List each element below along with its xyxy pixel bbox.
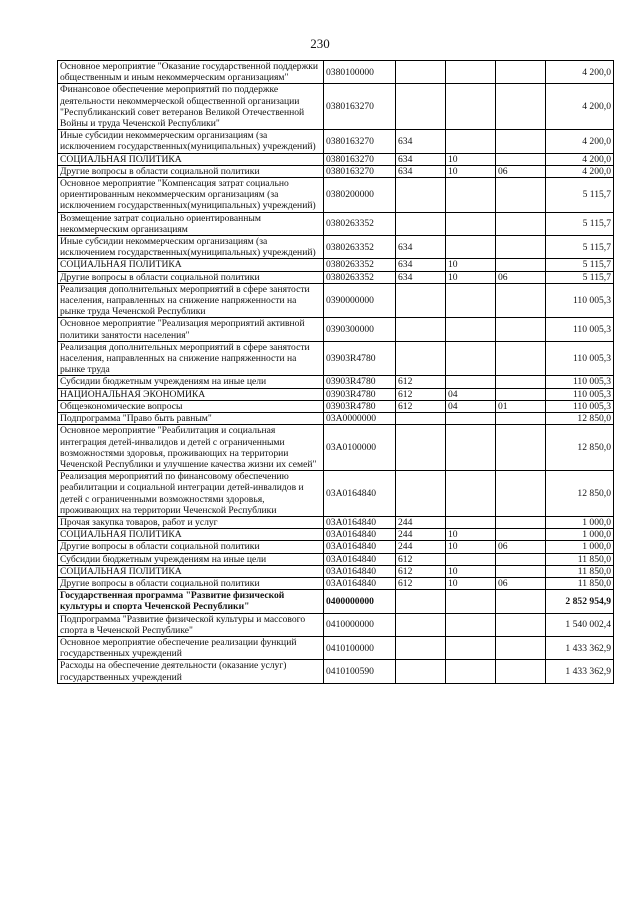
row-code-cell: 0380263352 xyxy=(324,259,396,271)
row-subsection-cell: 06 xyxy=(496,541,546,553)
row-name-cell: Государственная программа "Развитие физической культуры и спорта Чеченской Республики" xyxy=(58,590,324,613)
row-subsection-cell xyxy=(496,178,546,213)
row-code-cell: 03А0164840 xyxy=(324,541,396,553)
row-name-cell: Прочая закупка товаров, работ и услуг xyxy=(58,516,324,528)
row-sum-cell: 110 005,3 xyxy=(546,376,614,388)
row-code-cell: 03А0100000 xyxy=(324,425,396,471)
row-code-cell: 03А0000000 xyxy=(324,413,396,425)
row-expense-type-cell: 634 xyxy=(396,153,446,165)
row-sum-cell: 12 850,0 xyxy=(546,413,614,425)
row-name-cell: Субсидии бюджетным учреждениям на иные цели xyxy=(58,553,324,565)
row-subsection-cell xyxy=(496,388,546,400)
row-expense-type-cell xyxy=(396,212,446,235)
row-name-cell: Реализация мероприятий по финансовому обеспечению реабилитации и социальной интеграции детей-инвалидов и детей с ограниченными возможностями здоровья, проживающих на территории Чеченской Республики xyxy=(58,471,324,517)
row-expense-type-cell xyxy=(396,471,446,517)
table-row xyxy=(58,565,614,577)
row-section-cell: 10 xyxy=(446,153,496,165)
row-subsection-cell xyxy=(496,660,546,683)
row-subsection-cell xyxy=(496,636,546,659)
row-code-cell: 03А0164840 xyxy=(324,529,396,541)
row-name-cell: НАЦИОНАЛЬНАЯ ЭКОНОМИКА xyxy=(58,388,324,400)
row-expense-type-cell xyxy=(396,341,446,376)
row-sum-cell: 5 115,7 xyxy=(546,236,614,259)
row-section-cell: 10 xyxy=(446,271,496,283)
row-subsection-cell: 06 xyxy=(496,577,546,589)
row-expense-type-cell: 244 xyxy=(396,541,446,553)
row-subsection-cell xyxy=(496,425,546,471)
row-section-cell xyxy=(446,553,496,565)
table-row xyxy=(58,283,614,318)
row-expense-type-cell xyxy=(396,178,446,213)
row-name-cell: Субсидии бюджетным учреждениям на иные цели xyxy=(58,376,324,388)
row-subsection-cell xyxy=(496,283,546,318)
table-row xyxy=(58,613,614,636)
row-expense-type-cell xyxy=(396,636,446,659)
row-section-cell: 10 xyxy=(446,165,496,177)
row-code-cell: 03А0164840 xyxy=(324,565,396,577)
row-sum-cell: 12 850,0 xyxy=(546,471,614,517)
row-section-cell xyxy=(446,636,496,659)
row-code-cell: 0380163270 xyxy=(324,165,396,177)
table-row xyxy=(58,341,614,376)
row-sum-cell: 110 005,3 xyxy=(546,400,614,412)
row-section-cell: 10 xyxy=(446,529,496,541)
row-subsection-cell xyxy=(496,341,546,376)
row-subsection-cell xyxy=(496,471,546,517)
row-expense-type-cell: 612 xyxy=(396,376,446,388)
row-name-cell: Финансовое обеспечение мероприятий по поддержке деятельности некоммерческой общественной организации "Республиканский совет ветеранов Великой Отечественной Войны и труда Чеченской Республики" xyxy=(58,84,324,130)
row-code-cell: 0380263352 xyxy=(324,271,396,283)
row-subsection-cell: 06 xyxy=(496,165,546,177)
row-sum-cell: 4 200,0 xyxy=(546,153,614,165)
row-name-cell: Реализация дополнительных мероприятий в сфере занятости населения, направленных на снижение напряженности на рынке труда Чеченской Республики xyxy=(58,283,324,318)
row-section-cell xyxy=(446,425,496,471)
table-row xyxy=(58,318,614,341)
table-row xyxy=(58,130,614,153)
row-section-cell: 04 xyxy=(446,388,496,400)
row-name-cell: СОЦИАЛЬНАЯ ПОЛИТИКА xyxy=(58,565,324,577)
row-sum-cell: 11 850,0 xyxy=(546,577,614,589)
row-sum-cell: 1 433 362,9 xyxy=(546,660,614,683)
row-section-cell xyxy=(446,590,496,613)
row-expense-type-cell: 612 xyxy=(396,388,446,400)
table-row xyxy=(58,212,614,235)
row-code-cell: 03А0164840 xyxy=(324,577,396,589)
row-name-cell: Возмещение затрат социально ориентированным некоммерческим организациям xyxy=(58,212,324,235)
row-sum-cell: 110 005,3 xyxy=(546,341,614,376)
row-name-cell: Основное мероприятие обеспечение реализации функций государственных учреждений xyxy=(58,636,324,659)
row-sum-cell: 5 115,7 xyxy=(546,271,614,283)
budget-table xyxy=(57,60,614,684)
row-section-cell: 04 xyxy=(446,400,496,412)
row-code-cell: 0380200000 xyxy=(324,178,396,213)
row-expense-type-cell xyxy=(396,660,446,683)
row-section-cell xyxy=(446,318,496,341)
row-name-cell: Реализация дополнительных мероприятий в сфере занятости населения, направленных на снижение напряженности на рынке труда xyxy=(58,341,324,376)
row-code-cell: 03903R4780 xyxy=(324,388,396,400)
row-code-cell: 0410100000 xyxy=(324,636,396,659)
row-expense-type-cell xyxy=(396,61,446,84)
row-expense-type-cell: 634 xyxy=(396,236,446,259)
row-sum-cell: 11 850,0 xyxy=(546,565,614,577)
row-section-cell xyxy=(446,613,496,636)
row-subsection-cell xyxy=(496,516,546,528)
table-row xyxy=(58,165,614,177)
row-code-cell: 03903R4780 xyxy=(324,376,396,388)
row-sum-cell: 110 005,3 xyxy=(546,388,614,400)
row-section-cell xyxy=(446,341,496,376)
row-subsection-cell: 01 xyxy=(496,400,546,412)
row-code-cell: 0380163270 xyxy=(324,130,396,153)
row-expense-type-cell: 634 xyxy=(396,165,446,177)
row-section-cell xyxy=(446,471,496,517)
table-row xyxy=(58,577,614,589)
row-sum-cell: 4 200,0 xyxy=(546,84,614,130)
row-expense-type-cell xyxy=(396,613,446,636)
row-name-cell: Основное мероприятие "Реабилитация и социальная интеграция детей-инвалидов и детей с ограниченными возможностями здоровья, проживающих на территории Чеченской Республики и улучшение качества жизни их семей" xyxy=(58,425,324,471)
row-expense-type-cell: 612 xyxy=(396,565,446,577)
row-expense-type-cell: 612 xyxy=(396,400,446,412)
row-code-cell: 03903R4780 xyxy=(324,400,396,412)
row-name-cell: Подпрограмма "Развитие физической культуры и массового спорта в Чеченской Республике" xyxy=(58,613,324,636)
row-subsection-cell xyxy=(496,529,546,541)
row-section-cell xyxy=(446,376,496,388)
row-name-cell: СОЦИАЛЬНАЯ ПОЛИТИКА xyxy=(58,529,324,541)
table-row xyxy=(58,541,614,553)
table-row xyxy=(58,178,614,213)
table-row xyxy=(58,529,614,541)
row-expense-type-cell xyxy=(396,425,446,471)
row-subsection-cell: 06 xyxy=(496,271,546,283)
row-name-cell: Иные субсидии некоммерческим организациям (за исключением государственных(муниципальных) учреждений) xyxy=(58,236,324,259)
row-subsection-cell xyxy=(496,84,546,130)
row-name-cell: Подпрограмма "Право быть равным" xyxy=(58,413,324,425)
row-subsection-cell xyxy=(496,413,546,425)
table-row xyxy=(58,590,614,613)
row-name-cell: Другие вопросы в области социальной политики xyxy=(58,165,324,177)
table-row xyxy=(58,516,614,528)
row-subsection-cell xyxy=(496,153,546,165)
table-row xyxy=(58,413,614,425)
row-name-cell: СОЦИАЛЬНАЯ ПОЛИТИКА xyxy=(58,153,324,165)
row-code-cell: 0380163270 xyxy=(324,153,396,165)
row-code-cell: 0390000000 xyxy=(324,283,396,318)
row-subsection-cell xyxy=(496,130,546,153)
row-code-cell: 0410000000 xyxy=(324,613,396,636)
row-expense-type-cell xyxy=(396,413,446,425)
row-subsection-cell xyxy=(496,376,546,388)
table-row xyxy=(58,636,614,659)
row-code-cell: 03А0164840 xyxy=(324,553,396,565)
row-section-cell: 10 xyxy=(446,541,496,553)
row-name-cell: Другие вопросы в области социальной политики xyxy=(58,541,324,553)
row-sum-cell: 4 200,0 xyxy=(546,130,614,153)
row-subsection-cell xyxy=(496,613,546,636)
row-code-cell: 03А0164840 xyxy=(324,471,396,517)
row-section-cell xyxy=(446,61,496,84)
row-expense-type-cell: 244 xyxy=(396,529,446,541)
table-row xyxy=(58,388,614,400)
row-section-cell xyxy=(446,660,496,683)
row-expense-type-cell xyxy=(396,590,446,613)
table-row xyxy=(58,259,614,271)
row-sum-cell: 1 000,0 xyxy=(546,541,614,553)
row-expense-type-cell xyxy=(396,318,446,341)
row-sum-cell: 1 000,0 xyxy=(546,516,614,528)
table-row xyxy=(58,153,614,165)
row-name-cell: Другие вопросы в области социальной политики xyxy=(58,577,324,589)
row-expense-type-cell xyxy=(396,84,446,130)
row-subsection-cell xyxy=(496,318,546,341)
row-section-cell xyxy=(446,212,496,235)
row-sum-cell: 1 000,0 xyxy=(546,529,614,541)
row-sum-cell: 110 005,3 xyxy=(546,318,614,341)
row-name-cell: Общеэкономические вопросы xyxy=(58,400,324,412)
table-row xyxy=(58,425,614,471)
row-subsection-cell xyxy=(496,236,546,259)
row-code-cell: 0380100000 xyxy=(324,61,396,84)
row-expense-type-cell: 612 xyxy=(396,577,446,589)
row-sum-cell: 1 433 362,9 xyxy=(546,636,614,659)
table-row xyxy=(58,236,614,259)
row-sum-cell: 5 115,7 xyxy=(546,259,614,271)
table-row xyxy=(58,660,614,683)
row-expense-type-cell: 634 xyxy=(396,259,446,271)
table-row xyxy=(58,84,614,130)
row-name-cell: Другие вопросы в области социальной политики xyxy=(58,271,324,283)
row-section-cell xyxy=(446,178,496,213)
row-name-cell: СОЦИАЛЬНАЯ ПОЛИТИКА xyxy=(58,259,324,271)
row-code-cell: 0380163270 xyxy=(324,84,396,130)
row-section-cell xyxy=(446,84,496,130)
row-section-cell xyxy=(446,283,496,318)
row-code-cell: 0410100590 xyxy=(324,660,396,683)
row-code-cell: 03А0164840 xyxy=(324,516,396,528)
budget-table-body xyxy=(58,61,614,684)
row-sum-cell: 4 200,0 xyxy=(546,165,614,177)
row-subsection-cell xyxy=(496,553,546,565)
row-sum-cell: 4 200,0 xyxy=(546,61,614,84)
row-section-cell: 10 xyxy=(446,259,496,271)
row-sum-cell: 11 850,0 xyxy=(546,553,614,565)
row-sum-cell: 110 005,3 xyxy=(546,283,614,318)
row-subsection-cell xyxy=(496,61,546,84)
table-row xyxy=(58,471,614,517)
table-row xyxy=(58,376,614,388)
table-row xyxy=(58,271,614,283)
row-sum-cell: 5 115,7 xyxy=(546,178,614,213)
row-sum-cell: 2 852 954,9 xyxy=(546,590,614,613)
row-section-cell xyxy=(446,516,496,528)
row-code-cell: 0390300000 xyxy=(324,318,396,341)
row-section-cell xyxy=(446,130,496,153)
row-subsection-cell xyxy=(496,212,546,235)
row-code-cell: 0400000000 xyxy=(324,590,396,613)
row-code-cell: 0380263352 xyxy=(324,236,396,259)
row-name-cell: Основное мероприятие "Компенсация затрат социально ориентированным некоммерческим организациям (за исключением государственных(муниципальных) учреждений) xyxy=(58,178,324,213)
row-sum-cell: 12 850,0 xyxy=(546,425,614,471)
row-name-cell: Основное мероприятие "Реализация мероприятий активной политики занятости населения" xyxy=(58,318,324,341)
row-name-cell: Основное мероприятие "Оказание государственной поддержки общественным и иным некоммерческим организациям" xyxy=(58,61,324,84)
row-name-cell: Иные субсидии некоммерческим организациям (за исключением государственных(муниципальных) учреждений) xyxy=(58,130,324,153)
row-expense-type-cell: 612 xyxy=(396,553,446,565)
table-row xyxy=(58,61,614,84)
row-name-cell: Расходы на обеспечение деятельности (оказание услуг) государственных учреждений xyxy=(58,660,324,683)
row-expense-type-cell xyxy=(396,283,446,318)
row-section-cell: 10 xyxy=(446,577,496,589)
row-expense-type-cell: 244 xyxy=(396,516,446,528)
row-sum-cell: 5 115,7 xyxy=(546,212,614,235)
table-row xyxy=(58,400,614,412)
row-section-cell: 10 xyxy=(446,565,496,577)
table-row xyxy=(58,553,614,565)
row-subsection-cell xyxy=(496,590,546,613)
row-section-cell xyxy=(446,413,496,425)
row-expense-type-cell: 634 xyxy=(396,271,446,283)
row-sum-cell: 1 540 002,4 xyxy=(546,613,614,636)
row-subsection-cell xyxy=(496,259,546,271)
row-code-cell: 0380263352 xyxy=(324,212,396,235)
row-subsection-cell xyxy=(496,565,546,577)
row-section-cell xyxy=(446,236,496,259)
row-code-cell: 03903R4780 xyxy=(324,341,396,376)
page-number: 230 xyxy=(310,36,330,51)
row-expense-type-cell: 634 xyxy=(396,130,446,153)
